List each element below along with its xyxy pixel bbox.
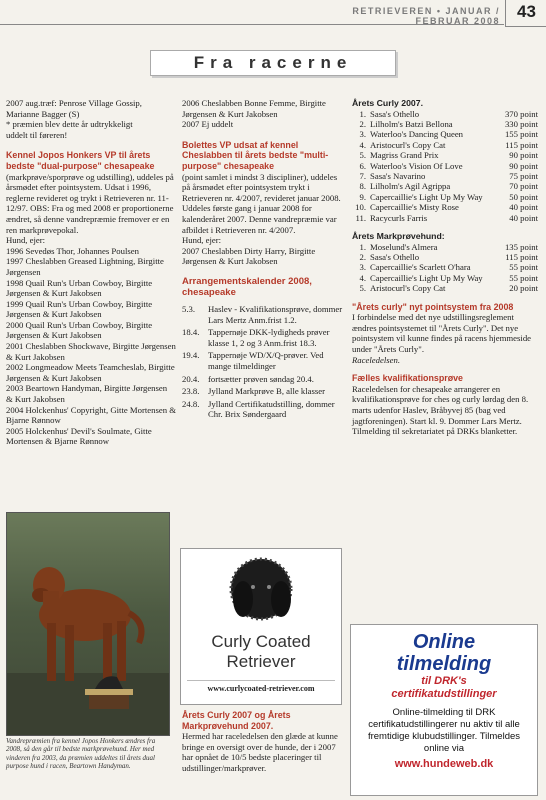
points: 55 point xyxy=(509,272,538,283)
rank: 2. xyxy=(359,252,366,263)
hundeweb-link[interactable]: www.hundeweb.dk xyxy=(394,758,494,770)
dog-name: Lilholm's Agil Agrippa xyxy=(370,181,451,192)
table-row xyxy=(352,140,538,150)
hund-ejer-label: Hund, ejer: xyxy=(182,235,222,246)
intro-line: uddelt til føreren! xyxy=(6,129,68,140)
intro-line: Marianne Bagger (S) xyxy=(6,108,80,119)
points: 40 point xyxy=(509,212,538,223)
pointsystem-sign: Raceledelsen. xyxy=(352,354,400,365)
calendar-row xyxy=(182,399,344,420)
spacer xyxy=(6,140,176,150)
rank: 4. xyxy=(359,272,366,283)
winner-entry: 2007 Ej uddelt xyxy=(182,119,234,130)
online-subtitle-2: certifikatudstillinger xyxy=(391,688,497,700)
bolettes-heading: Bolettes VP udsat af kennel Cheslabben til årets bedste "multi-purpose" chesapeake xyxy=(182,139,329,171)
dog-name: Lilholm's Batzi Bellona xyxy=(370,119,453,129)
dog-trophy-photo xyxy=(6,512,170,736)
points: 90 point xyxy=(509,160,538,171)
online-subtitle: til DRK's xyxy=(421,675,467,687)
calendar-text: fortsætter prøven søndag 20.4. xyxy=(208,373,314,384)
dog-name: Sasa's Othello xyxy=(370,108,420,119)
table-row xyxy=(352,181,538,191)
online-title: Online xyxy=(412,631,476,653)
rank: 6. xyxy=(359,160,366,171)
dog-name: Capercaillie's Misty Rose xyxy=(370,202,459,213)
winner-entry: 1999 Quail Run's Urban Cowboy, Birgitte Jørgensen & Kurt Jakobsen xyxy=(6,298,153,320)
table-row xyxy=(352,161,538,171)
spacer xyxy=(182,130,344,140)
calendar-text: Tappernøje DKK-lydigheds prøver klasse 1, 2 og 3 Anm.frist 18.3. xyxy=(208,327,330,348)
table-row xyxy=(352,150,538,160)
ad-title-line2: Retriever xyxy=(226,652,296,671)
calendar-date: 18.4. xyxy=(182,327,200,338)
arets-heading: Årets Curly 2007 og Årets Markprøvehund 2007. xyxy=(182,710,291,731)
calendar-date: 24.8. xyxy=(182,398,200,409)
dog-name: Aristocurl's Copy Cat xyxy=(370,139,446,150)
points: 370 point xyxy=(504,108,538,119)
page-number: 43 xyxy=(505,0,546,27)
calendar-text: Tappernøje WD/X/Q-prøver. Ved mange tilmeldinger xyxy=(208,350,324,372)
intro-line: * præmien blev dette år udtrykkeligt xyxy=(6,119,133,130)
table-row xyxy=(352,283,538,293)
dog-name: Capercaillie's Scarlett O'hara xyxy=(370,262,471,273)
rank: 4. xyxy=(359,139,366,150)
column-2 xyxy=(182,98,344,422)
calendar-text: Haslev - Kvalifikationsprøve, dommer Lars Mertz Anm.frist 1.2. xyxy=(208,304,343,325)
faelles-body: Raceledelsen for chesapeake arrangerer en kvalifikationsprøve for ches og curly lørdag den 8. marts udenfor Haslev, Bråbyvej 85 (bag ved jagtforeningen). Start kl. 9. Dommer Lars Mertz. Tilmelding til sekretariatet på DRKs blanketter. xyxy=(352,383,529,437)
table-row xyxy=(352,262,538,272)
winner-entry: 1998 Quail Run's Urban Cowboy, Birgitte Jørgensen & Kurt Jakobsen xyxy=(6,277,153,299)
rank: 8. xyxy=(359,181,366,192)
points: 155 point xyxy=(504,129,538,140)
ad-title-line1: Curly Coated xyxy=(211,632,311,651)
mark-heading: Årets Markprøvehund: xyxy=(352,231,445,242)
column-3 xyxy=(352,98,538,437)
table-row xyxy=(352,202,538,212)
winner-entry: 1996 Sevedøs Thor, Johannes Poulsen xyxy=(6,245,139,256)
winner-entry: 2001 Cheslabben Shockwave, Birgitte Jørgensen & Kurt Jakobsen xyxy=(6,341,176,362)
rank: 3. xyxy=(359,129,366,140)
calendar-heading: Arrangementskalender 2008, chesapeake xyxy=(182,275,312,298)
winner-entry: 2004 Holckenhus' Copyright, Gitte Mortensen & Bjarne Rønnow xyxy=(6,404,176,426)
column-1 xyxy=(6,98,176,447)
table-row xyxy=(352,192,538,202)
points: 50 point xyxy=(509,191,538,202)
calendar-row xyxy=(182,350,344,371)
rank: 5. xyxy=(359,283,366,294)
pointsystem-body: I forbindelse med det nye udstillingsreglement ændres pointsystemet til "Årets Curly". Det nye pointsystem vil kunne findes på racens hjemmeside under "Årets Curly". xyxy=(352,312,532,355)
points: 75 point xyxy=(509,171,538,182)
faelles-heading: Fælles kvalifikationsprøve xyxy=(352,373,463,384)
calendar-text: Jylland Certifikatudstilling, dommer Chr. Brix Søndergaard xyxy=(208,398,335,420)
curly-results-table xyxy=(352,109,538,223)
dog-name: Waterloo's Vision Of Love xyxy=(370,160,463,171)
calendar-row xyxy=(182,304,344,325)
rank: 7. xyxy=(359,171,366,182)
kennel-heading: Kennel Jopos Honkers VP til årets bedste "dual-purpose" chesapeake xyxy=(6,150,155,171)
table-row xyxy=(352,109,538,119)
table-row xyxy=(352,273,538,283)
magazine-header: RETRIEVEREN • JANUAR / FEBRUAR 2008 xyxy=(352,6,500,26)
dog-illustration xyxy=(7,513,169,735)
calendar-row xyxy=(182,386,344,397)
bolettes-body: (point samlet i mindst 3 discipliner), uddeles på årsmødet efter pointsystem trykt i Retrieveren nr. 4/2007, revideret januar 2008. Uddeles første gang i januar 2008 for kalenderåret 2007. Denne vandrepræmie var afbildet i Retrieveren nr. 4/2007. xyxy=(182,171,341,235)
calendar-date: 19.4. xyxy=(182,350,200,361)
pointsystem-heading: "Årets curly" nyt pointsystem fra 2008 xyxy=(352,301,514,312)
rank: 1. xyxy=(359,108,366,119)
winner-entry: 2006 Cheslabben Bonne Femme, Birgitte Jørgensen & Kurt Jakobsen xyxy=(182,98,326,119)
points: 115 point xyxy=(505,252,538,263)
points: 55 point xyxy=(509,262,538,273)
online-registration-ad xyxy=(350,624,538,796)
table-row xyxy=(352,242,538,252)
winner-entry: 2005 Holckenhus' Devil's Soulmate, Gitte Mortensen & Bjarne Rønnow xyxy=(6,425,152,447)
dog-name: Sasa's Othello xyxy=(370,252,420,263)
winner-entry: 2000 Quail Run's Urban Cowboy, Birgitte Jørgensen & Kurt Jakobsen xyxy=(6,319,153,341)
rank: 11. xyxy=(355,212,366,223)
online-title-2: tilmelding xyxy=(396,653,492,675)
rank: 10. xyxy=(355,202,366,213)
rank: 5. xyxy=(359,150,366,161)
rank: 2. xyxy=(359,119,366,129)
dog-name: Racycurls Farris xyxy=(370,212,428,223)
curly-retriever-ad xyxy=(180,548,342,705)
table-row xyxy=(352,171,538,181)
table-row xyxy=(352,129,538,139)
dog-name: Capercaillie's Light Up My Way xyxy=(370,272,483,283)
dog-name: Waterloo's Dancing Queen xyxy=(370,129,464,140)
points: 90 point xyxy=(509,150,538,161)
dog-name: Aristocurl's Copy Cat xyxy=(370,283,446,294)
points: 115 point xyxy=(505,139,538,150)
dog-name: Magriss Grand Prix xyxy=(370,150,439,161)
ad-url-link[interactable]: www.curlycoated-retriever.com xyxy=(187,680,335,693)
winner-entry: 2003 Beartown Handyman, Birgitte Jørgensen & Kurt Jakobsen xyxy=(6,383,168,405)
photo-caption: Vandrepræmien fra kennel Jopos Honkers ændres fra 2008, så den går til bedste markprøvehund. Her med vinderen fra 2003, da præmien uddeltes til årets dual purpose hund i racen, Beartown Handyman. xyxy=(6,737,156,770)
calendar-text: Jylland Markprøve B, alle klasser xyxy=(208,386,326,397)
calendar-date: 20.4. xyxy=(182,373,200,384)
points: 135 point xyxy=(504,241,538,252)
points: 70 point xyxy=(509,181,538,192)
table-row xyxy=(352,119,538,129)
rank: 3. xyxy=(359,262,366,273)
dog-name: Moselund's Almera xyxy=(370,241,438,252)
points: 40 point xyxy=(509,202,538,213)
calendar-row xyxy=(182,374,344,385)
section-banner: Fra racerne xyxy=(150,50,396,76)
dog-name: Sasa's Navarino xyxy=(370,171,426,182)
calendar-row xyxy=(182,327,344,348)
online-body: Online-tilmelding til DRK certifikatudstillingerer nu aktiv til alle fremtidige klubudstillinger. Tilmeldes online via xyxy=(367,707,521,754)
arets-section xyxy=(182,710,344,774)
winner-entry: 2002 Longmeadow Meets Teamcheslab, Birgitte Jørgensen & Kurt Jakobsen xyxy=(6,362,175,383)
rank: 1. xyxy=(359,241,366,252)
hund-ejer-label: Hund, ejer: xyxy=(6,235,46,246)
table-row xyxy=(352,213,538,223)
arets-body: Hermed har raceledelsen den glæde at kunne bringe en oversigt over de hunde, der i 2007 har opnået de 10/5 bedste placeringer til udstillinger/markprøver. xyxy=(182,731,338,773)
rank: 9. xyxy=(359,191,366,202)
winner-entry: 2007 Cheslabben Dirty Harry, Birgitte Jørgensen & Kurt Jakobsen xyxy=(182,245,316,267)
winner-entry: 1997 Cheslabben Greased Lightning, Birgitte Jørgensen xyxy=(6,256,164,277)
kennel-body: (markprøve/sporprøve og udstilling), uddeles på årsmødet efter pointsystem. Udsat i 1996, reglerne revideret og trykt i Retrieveren nr. 11-12/97. OBS: Fra og med 2008 er proportionerne ændret, så denne vandrepræmie fremover er en ren markprøvepokal. xyxy=(6,171,174,235)
points: 20 point xyxy=(509,283,538,294)
intro-line: 2007 aug.træf: Penrose Village Gossip, xyxy=(6,98,142,108)
mark-results-table xyxy=(352,242,538,294)
curly-dog-head-icon xyxy=(181,549,341,627)
table-row xyxy=(352,252,538,262)
calendar-date: 5.3. xyxy=(182,304,196,315)
dog-name: Capercaillie's Light Up My Way xyxy=(370,191,483,202)
calendar-date: 23.8. xyxy=(182,386,200,397)
curly-heading: Årets Curly 2007. xyxy=(352,98,423,108)
points: 330 point xyxy=(504,119,538,129)
